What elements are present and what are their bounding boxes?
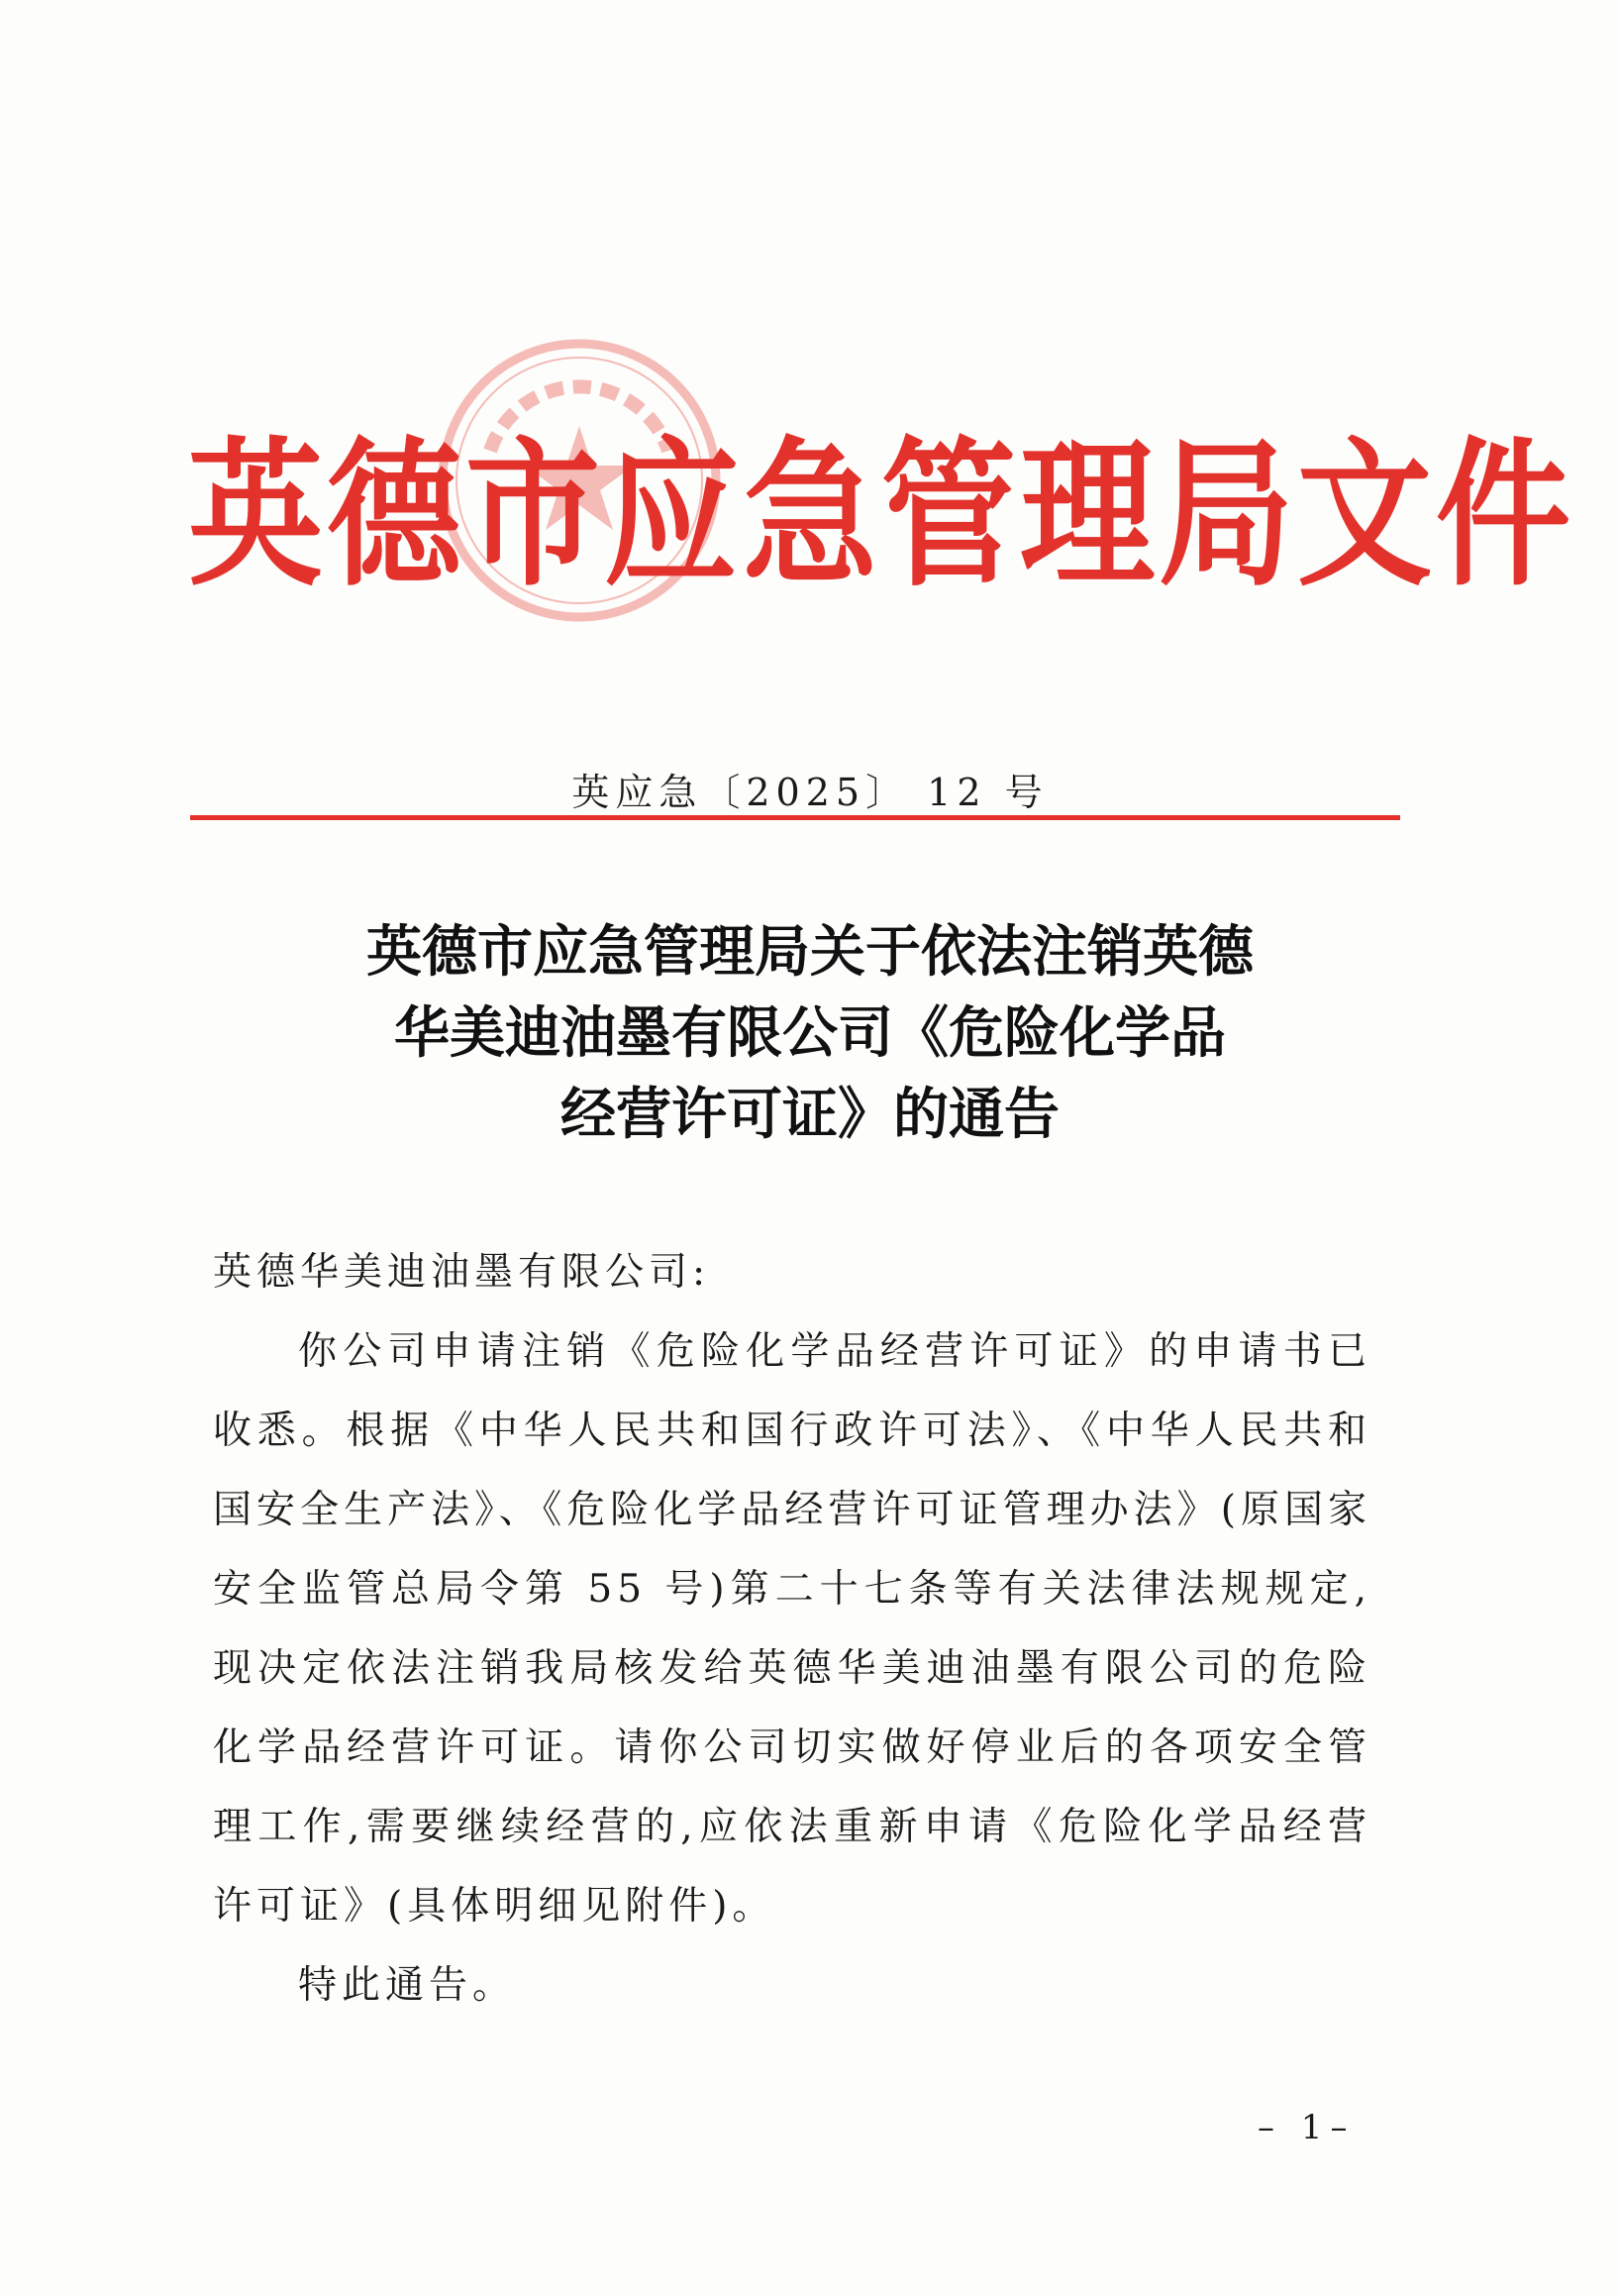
closing-line: 特此通告。 (298, 1963, 517, 2008)
document-number: 英应急〔2025〕 12 号 (571, 771, 1049, 814)
salutation: 英德华美迪油墨有限公司: (213, 1250, 711, 1295)
notice-title-line: 英德市应急管理局关于依法注销英德 (366, 919, 1254, 985)
notice-title-line: 华美迪油墨有限公司《危险化学品 (394, 1000, 1226, 1066)
agency-title: 英德市应急管理局文件 (188, 421, 1574, 609)
notice-body (213, 1233, 1371, 2026)
red-divider (190, 815, 1400, 820)
page-number: – 1– (1258, 2108, 1356, 2147)
notice-title (0, 911, 1620, 1155)
body-paragraph: 你公司申请注销《危险化学品经营许可证》的申请书已收悉。根据《中华人民共和国行政许可法》、《中华人民共和国安全生产法》、《危险化学品经营许可证管理办法》(原国家安全监管总局令第 55 号)第二十七条等有关法律法规规定,现决定依法注销我局核发给英德华美迪油墨有限公司的危险化学品经营许可证。请你公司切实做好停业后的各项安全管理工作,需要继续经营的,应依法重新申请《危险化学品经营许可证》(具体明细见附件)。 (213, 1329, 1371, 1929)
notice-title-line: 经营许可证》的通告 (560, 1082, 1060, 1147)
